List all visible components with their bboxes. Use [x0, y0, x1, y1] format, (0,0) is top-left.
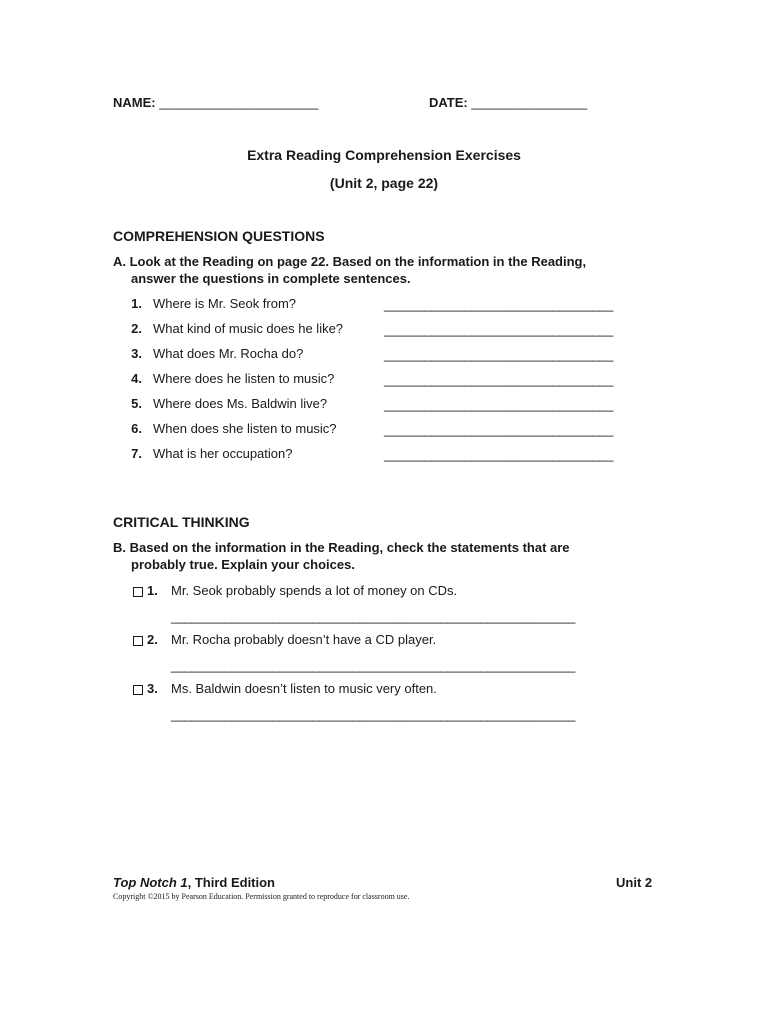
question-text: Where is Mr. Seok from?: [153, 296, 297, 311]
question-number: 3.: [131, 346, 142, 361]
question-text: Where does he listen to music?: [153, 371, 335, 386]
comprehension-heading: COMPREHENSION QUESTIONS: [113, 228, 325, 244]
name-blank[interactable]: ______________________: [159, 95, 319, 110]
question-number: 1.: [131, 296, 142, 311]
question-number: 7.: [131, 446, 142, 461]
question-text: What kind of music does he like?: [153, 321, 344, 336]
statement-number: 3.: [147, 681, 158, 696]
answer-blank[interactable]: __________________________________: [384, 297, 613, 312]
date-label: DATE:: [429, 95, 468, 110]
answer-blank[interactable]: __________________________________: [384, 347, 613, 362]
question-text: What does Mr. Rocha do?: [153, 346, 304, 361]
explanation-blank[interactable]: ____________________________________________________________: [171, 707, 575, 722]
statement-text: Mr. Rocha probably doesn’t have a CD player.: [171, 632, 437, 647]
statement-number: 1.: [147, 583, 158, 598]
explanation-blank[interactable]: ____________________________________________________________: [171, 658, 575, 673]
critical-instruction-line2: probably true. Explain your choices.: [131, 557, 355, 572]
comprehension-instruction-line1: A. Look at the Reading on page 22. Based on the information in the Reading,: [113, 254, 587, 269]
statement-text: Ms. Baldwin doesn’t listen to music very often.: [171, 681, 437, 696]
worksheet-subtitle: (Unit 2, page 22): [329, 175, 439, 191]
question-number: 4.: [131, 371, 142, 386]
statement-checkbox[interactable]: [133, 636, 143, 646]
critical-instruction-line1: B. Based on the information in the Reading, check the statements that are: [113, 540, 570, 555]
name-label: NAME:: [113, 95, 156, 110]
critical-thinking-heading: CRITICAL THINKING: [113, 514, 250, 530]
book-title-line: [113, 875, 275, 890]
question-text: When does she listen to music?: [153, 421, 337, 436]
date-row: [429, 95, 587, 110]
question-text: Where does Ms. Baldwin live?: [153, 396, 328, 411]
statement-number: 2.: [147, 632, 158, 647]
question-number: 5.: [131, 396, 142, 411]
book-title: Top Notch 1: [113, 875, 188, 890]
unit-label: Unit 2: [616, 875, 653, 890]
explanation-blank[interactable]: ____________________________________________________________: [171, 609, 575, 624]
answer-blank[interactable]: __________________________________: [384, 372, 613, 387]
question-number: 2.: [131, 321, 142, 336]
answer-blank[interactable]: __________________________________: [384, 322, 613, 337]
statement-text: Mr. Seok probably spends a lot of money on CDs.: [171, 583, 458, 598]
answer-blank[interactable]: __________________________________: [384, 397, 613, 412]
statement-checkbox[interactable]: [133, 587, 143, 597]
comprehension-instruction-line2: answer the questions in complete sentences.: [131, 271, 411, 286]
question-text: What is her occupation?: [153, 446, 293, 461]
answer-blank[interactable]: __________________________________: [384, 447, 613, 462]
book-edition: , Third Edition: [187, 875, 276, 890]
statement-checkbox[interactable]: [133, 685, 143, 695]
copyright-notice: Copyright ©2015 by Pearson Education. Permission granted to reproduce for classroom use.: [113, 892, 410, 901]
worksheet-title: Extra Reading Comprehension Exercises: [247, 147, 521, 163]
date-blank[interactable]: ________________: [471, 95, 588, 110]
name-row: [113, 95, 318, 110]
answer-blank[interactable]: __________________________________: [384, 422, 613, 437]
question-number: 6.: [131, 421, 142, 436]
